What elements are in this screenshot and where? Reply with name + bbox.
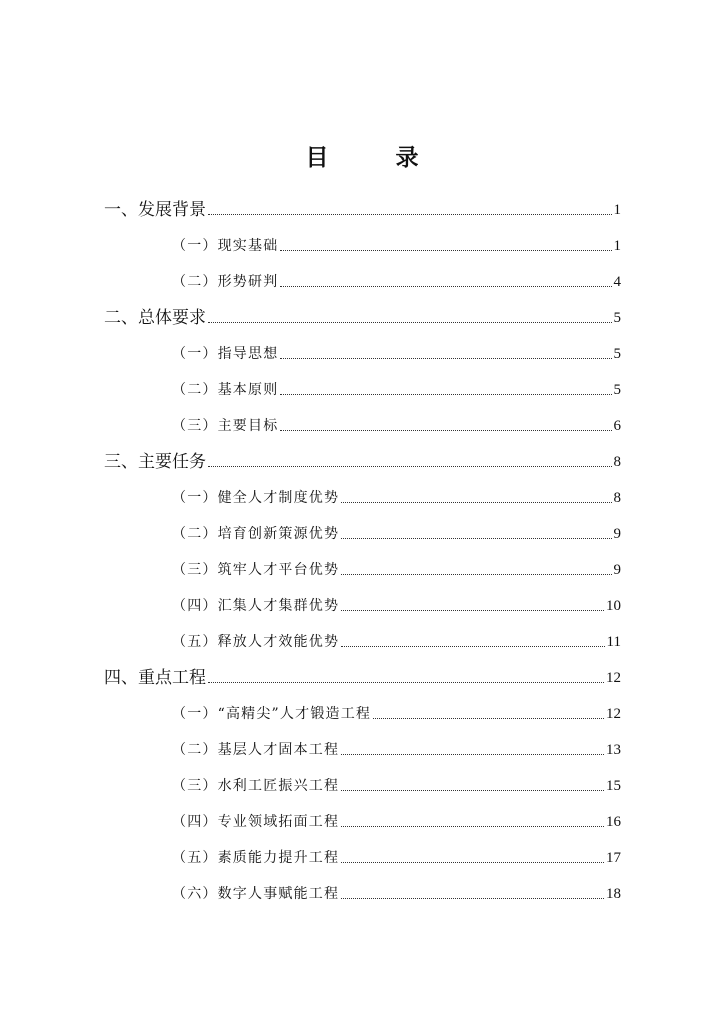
toc-page-number: 18 [606, 886, 621, 902]
toc-entry-label: （五）释放人才效能优势 [172, 634, 340, 650]
toc-entry-label: （三）主要目标 [172, 418, 279, 434]
toc-entry-label: （二）培育创新策源优势 [172, 526, 340, 542]
toc-page-number: 6 [613, 418, 621, 434]
toc-subsection-1-2[interactable] [172, 268, 621, 292]
toc-section-4[interactable] [104, 664, 621, 688]
toc-page-number: 12 [606, 706, 621, 722]
toc-entry-label: （一）健全人才制度优势 [172, 490, 340, 506]
document-title: 目 录 [305, 144, 441, 171]
toc-entry-label: （二）形势研判 [172, 274, 279, 290]
toc-page-number: 5 [613, 382, 621, 398]
toc-entry-label: （二）基层人才固本工程 [172, 742, 340, 758]
dot-leader [341, 645, 604, 647]
toc-page-number: 8 [613, 490, 621, 506]
toc-page-number: 13 [606, 742, 621, 758]
toc-subsection-3-5[interactable] [172, 628, 621, 652]
toc-entry-label: （一）“高精尖”人才锻造工程 [172, 706, 372, 722]
dot-leader [341, 753, 604, 755]
toc-section-2[interactable] [104, 304, 621, 328]
toc-entry-label: （二）基本原则 [172, 382, 279, 398]
toc-subsection-4-1[interactable] [172, 700, 621, 724]
toc-entry-label: （四）专业领域拓面工程 [172, 814, 340, 830]
toc-page-number: 12 [606, 670, 621, 686]
toc-page-number: 11 [606, 634, 621, 650]
dot-leader [208, 465, 612, 467]
toc-subsection-3-1[interactable] [172, 484, 621, 508]
toc-page-number: 10 [606, 598, 621, 614]
toc-subsection-4-3[interactable] [172, 772, 621, 796]
toc-subsection-2-2[interactable] [172, 376, 621, 400]
dot-leader [341, 573, 611, 575]
dot-leader [341, 789, 604, 791]
toc-section-1[interactable] [104, 196, 621, 220]
toc-entry-label: 三、主要任务 [104, 452, 206, 472]
toc-page-number: 8 [613, 454, 621, 470]
dot-leader [208, 681, 604, 683]
toc-entry-label: （五）素质能力提升工程 [172, 850, 340, 866]
toc-subsection-2-1[interactable] [172, 340, 621, 364]
toc-page-number: 1 [613, 238, 621, 254]
toc-page-number: 9 [613, 562, 621, 578]
dot-leader [208, 213, 612, 215]
toc-subsection-4-2[interactable] [172, 736, 621, 760]
dot-leader [280, 393, 611, 395]
dot-leader [341, 609, 604, 611]
dot-leader [280, 357, 611, 359]
toc-page-number: 5 [613, 310, 621, 326]
dot-leader [341, 537, 611, 539]
toc-subsection-3-3[interactable] [172, 556, 621, 580]
toc-entry-label: 一、发展背景 [104, 200, 206, 220]
toc-entry-label: （四）汇集人才集群优势 [172, 598, 340, 614]
toc-subsection-4-6[interactable] [172, 880, 621, 904]
toc-page-number: 1 [613, 202, 621, 218]
dot-leader [341, 825, 604, 827]
toc-subsection-4-4[interactable] [172, 808, 621, 832]
toc-page-number: 16 [606, 814, 621, 830]
toc-entry-label: （三）筑牢人才平台优势 [172, 562, 340, 578]
toc-subsection-4-5[interactable] [172, 844, 621, 868]
dot-leader [280, 285, 611, 287]
toc-entry-label: （一）指导思想 [172, 346, 279, 362]
dot-leader [341, 501, 611, 503]
dot-leader [341, 861, 604, 863]
dot-leader [341, 897, 604, 899]
toc-subsection-1-1[interactable] [172, 232, 621, 256]
toc-page-number: 5 [613, 346, 621, 362]
dot-leader [280, 429, 611, 431]
toc-page-number: 15 [606, 778, 621, 794]
toc-subsection-3-4[interactable] [172, 592, 621, 616]
toc-entry-label: （六）数字人事赋能工程 [172, 886, 340, 902]
toc-page-number: 17 [606, 850, 621, 866]
toc-entry-label: 四、重点工程 [104, 668, 206, 688]
toc-subsection-2-3[interactable] [172, 412, 621, 436]
dot-leader [373, 717, 604, 719]
toc-page-number: 4 [613, 274, 621, 290]
dot-leader [208, 321, 612, 323]
toc-page-number: 9 [613, 526, 621, 542]
toc-entry-label: （一）现实基础 [172, 238, 279, 254]
toc-subsection-3-2[interactable] [172, 520, 621, 544]
toc-section-3[interactable] [104, 448, 621, 472]
toc-entry-label: （三）水利工匠振兴工程 [172, 778, 340, 794]
toc-entry-label: 二、总体要求 [104, 308, 206, 328]
dot-leader [280, 249, 611, 251]
